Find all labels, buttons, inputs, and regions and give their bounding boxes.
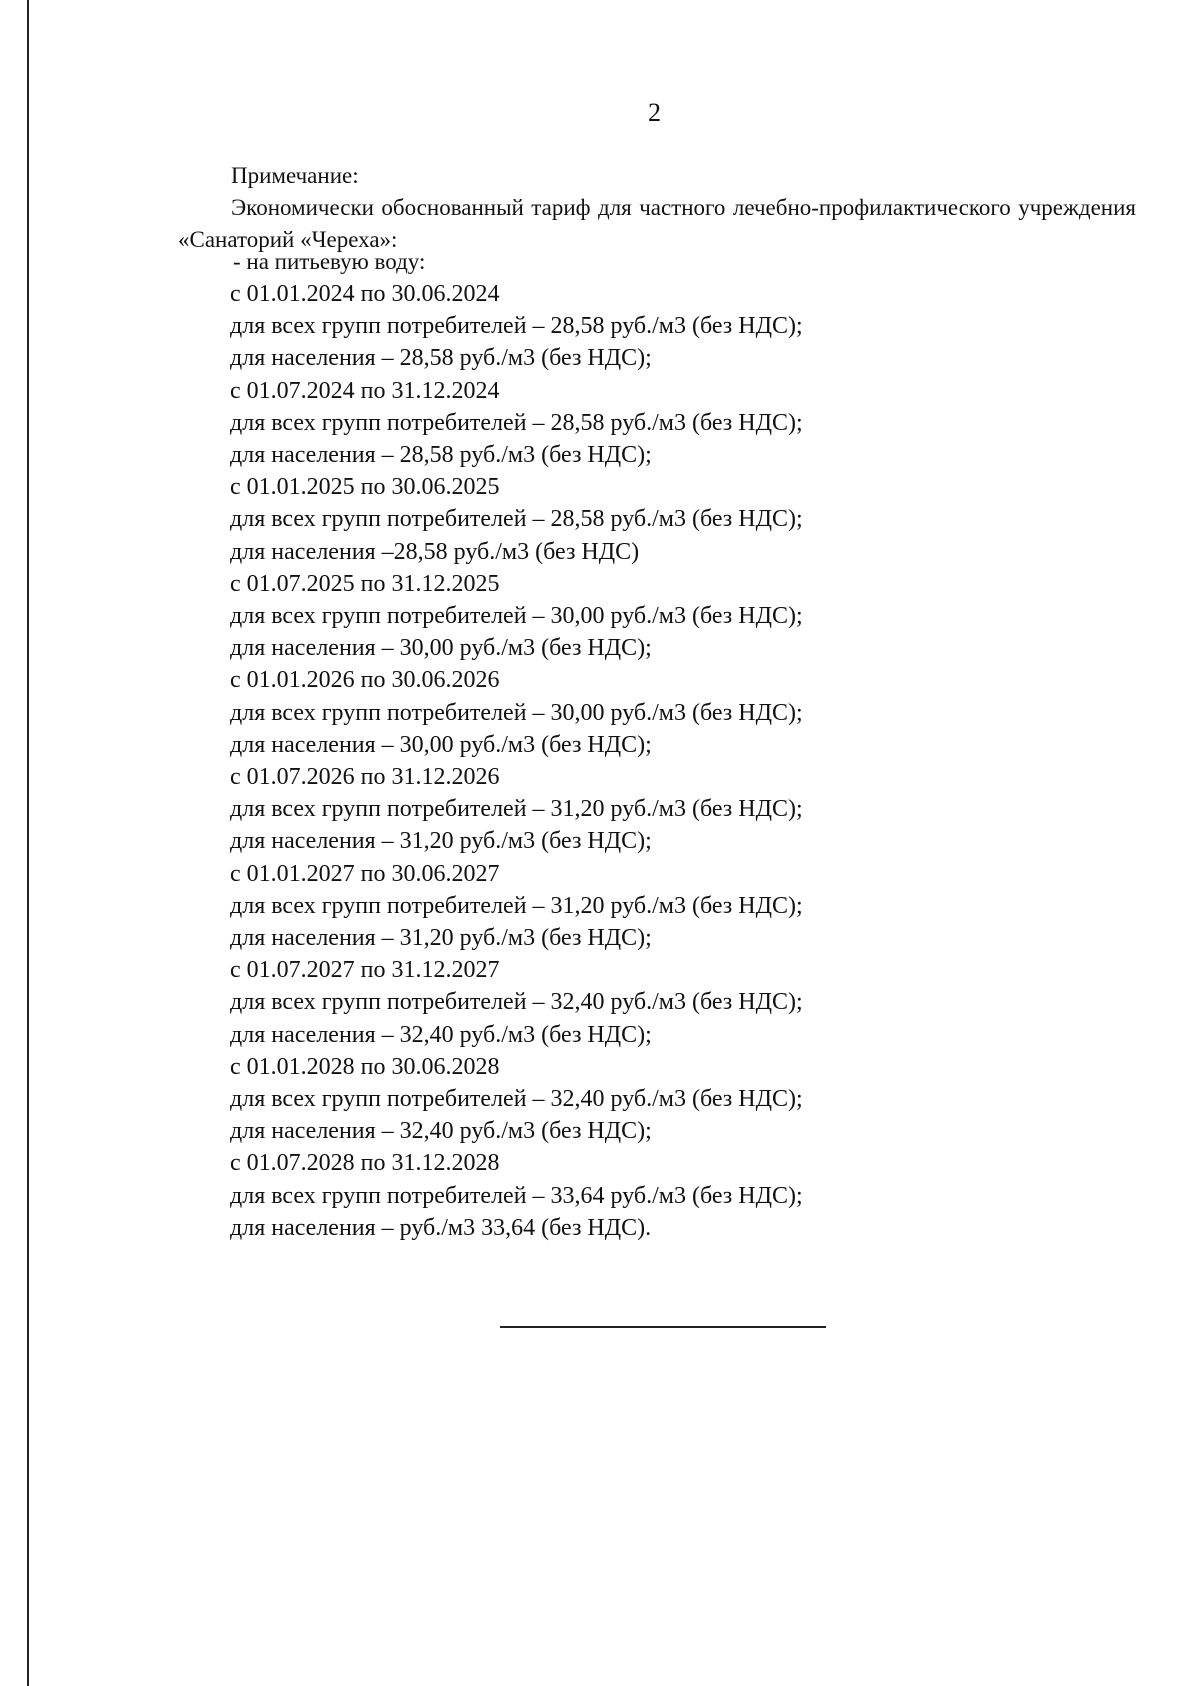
tariff-line: с 01.01.2027 по 30.06.2027 bbox=[230, 860, 500, 887]
tariff-line: для населения – 32,40 руб./м3 (без НДС); bbox=[230, 1118, 652, 1145]
tariff-line: для всех групп потребителей – 31,20 руб./м3 (без НДС); bbox=[230, 796, 803, 823]
tariff-line: для всех групп потребителей – 30,00 руб./м3 (без НДС); bbox=[230, 699, 803, 726]
tariff-line: для населения – 30,00 руб./м3 (без НДС); bbox=[230, 635, 652, 662]
tariff-line: для населения – 32,40 руб./м3 (без НДС); bbox=[230, 1021, 652, 1048]
tariff-line: для населения – руб./м3 33,64 (без НДС). bbox=[230, 1214, 652, 1241]
tariff-line: с 01.01.2025 по 30.06.2025 bbox=[230, 474, 500, 501]
tariff-line: с 01.07.2025 по 31.12.2025 bbox=[230, 570, 500, 597]
tariff-line: для всех групп потребителей – 30,00 руб./м3 (без НДС); bbox=[230, 603, 803, 630]
scan-edge-line bbox=[27, 0, 29, 1686]
tariff-line: для всех групп потребителей – 28,58 руб./м3 (без НДС); bbox=[230, 506, 803, 533]
tariff-line: для населения – 28,58 руб./м3 (без НДС); bbox=[230, 442, 652, 469]
tariff-line: с 01.07.2026 по 31.12.2026 bbox=[230, 764, 500, 791]
tariff-line: для населения – 30,00 руб./м3 (без НДС); bbox=[230, 731, 652, 758]
tariff-line: с 01.01.2024 по 30.06.2024 bbox=[230, 281, 500, 307]
tariff-line: для всех групп потребителей – 31,20 руб./м3 (без НДС); bbox=[230, 892, 803, 919]
end-rule bbox=[500, 1326, 826, 1328]
tariff-line: для населения –28,58 руб./м3 (без НДС) bbox=[230, 538, 640, 565]
tariff-list bbox=[230, 278, 803, 1244]
tariff-line: для всех групп потребителей – 33,64 руб./м3 (без НДС); bbox=[230, 1182, 803, 1209]
drinking-water-subhead: - на питьевую воду: bbox=[233, 249, 426, 274]
intro-paragraph: Экономически обоснованный тариф для частного лечебно-профилактического учреждения «Санаторий «Череха»: bbox=[178, 195, 1136, 252]
tariff-line: для всех групп потребителей – 28,58 руб./м3 (без НДС); bbox=[230, 313, 803, 340]
tariff-line: для всех групп потребителей – 32,40 руб./м3 (без НДС); bbox=[230, 989, 803, 1016]
tariff-line: с 01.07.2024 по 31.12.2024 bbox=[230, 377, 500, 404]
tariff-line: для населения – 31,20 руб./м3 (без НДС); bbox=[230, 828, 652, 855]
tariff-line: для всех групп потребителей – 32,40 руб./м3 (без НДС); bbox=[230, 1086, 803, 1113]
tariff-line: с 01.01.2028 по 30.06.2028 bbox=[230, 1053, 500, 1080]
tariff-line: для населения – 31,20 руб./м3 (без НДС); bbox=[230, 925, 652, 952]
tariff-line: для населения – 28,58 руб./м3 (без НДС); bbox=[230, 345, 652, 372]
tariff-line: с 01.01.2026 по 30.06.2026 bbox=[230, 667, 500, 694]
tariff-line: для всех групп потребителей – 28,58 руб./м3 (без НДС); bbox=[230, 409, 803, 436]
tariff-line: с 01.07.2028 по 31.12.2028 bbox=[230, 1150, 500, 1177]
tariff-line: с 01.07.2027 по 31.12.2027 bbox=[230, 957, 500, 984]
page-number: 2 bbox=[648, 98, 661, 127]
note-label: Примечание: bbox=[231, 163, 359, 188]
